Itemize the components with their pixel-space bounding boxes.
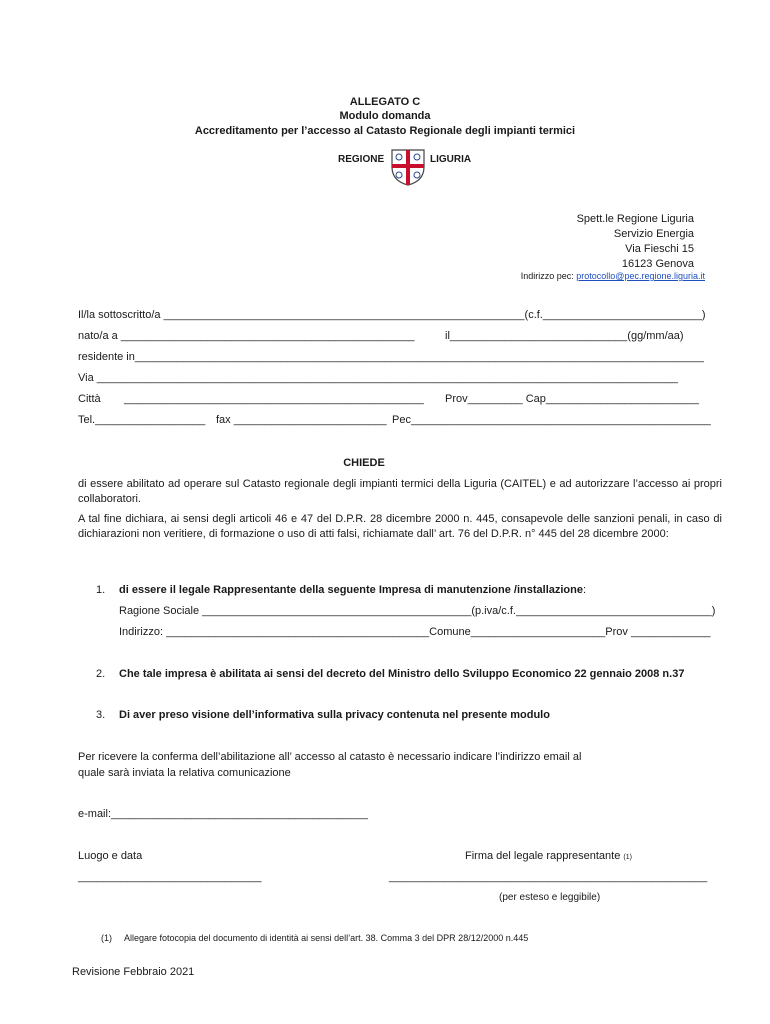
doc-heading: Accreditamento per l’accesso al Catasto Regionale degli impianti termici	[194, 125, 576, 137]
regione-liguria-emblem-icon	[390, 147, 426, 187]
recipient-line: 16123 Genova	[621, 258, 694, 270]
field-residente[interactable]: residente in_____________________________________________________________________________________________	[78, 351, 704, 363]
field-luogo-data[interactable]: ______________________________	[78, 871, 262, 883]
item-number: 2.	[96, 668, 106, 680]
field-indirizzo-impresa[interactable]: Indirizzo: ___________________________________________Comune______________________Prov _____________	[119, 626, 711, 638]
chiede-paragraph-2: A tal fine dichiara, ai sensi degli articoli 46 e 47 del D.P.R. 28 dicembre 2000 n. 445, consapevole delle sanzioni penali, in caso di dichiarazioni non veritiere, di formazione o uso di atti falsi, richiamate dall’ art. 76 del D.P.R. n° 445 del 28 dicembre 2000:	[78, 513, 722, 540]
pec-label: Indirizzo pec:	[520, 271, 574, 281]
field-ragione-sociale[interactable]: Ragione Sociale ____________________________________________(p.iva/c.f.________________________________)	[119, 605, 716, 617]
field-firma[interactable]: ____________________________________________________	[389, 871, 708, 883]
item-number: 3.	[96, 709, 106, 721]
field-via[interactable]: Via _______________________________________________________________________________________________	[78, 372, 678, 384]
firma-note: (per esteso e leggibile)	[499, 892, 601, 903]
firma-label-text: Firma del legale rappresentante	[465, 850, 621, 862]
field-prov-cap[interactable]: Prov_________ Cap_________________________	[445, 393, 699, 405]
footnote-number: (1)	[101, 933, 112, 943]
item-1-statement: di essere il legale Rappresentante della seguente Impresa di manutenzione /installazione	[119, 584, 583, 596]
section-title-chiede: CHIEDE	[343, 457, 385, 469]
label-firma	[465, 850, 632, 862]
field-fax[interactable]: fax _________________________	[216, 414, 387, 426]
chiede-paragraph-1: di essere abilitato ad operare sul Catasto regionale degli impianti termici della Liguria (CAITEL) e ad autorizzare l’accesso ai propri collaboratori.	[78, 478, 722, 505]
item-3-text: Di aver preso visione dell’informativa sulla privacy contenuta nel presente modulo	[119, 709, 550, 721]
field-sottoscritto[interactable]: Il/la sottoscritto/a ___________________________________________________________(c.f.__________________________)	[78, 309, 706, 321]
field-pec[interactable]: Pec_________________________________________________	[392, 414, 711, 426]
label-citta: Città	[78, 393, 101, 405]
item-number: 1.	[96, 584, 106, 596]
field-citta[interactable]: _________________________________________________	[124, 393, 424, 405]
brand-liguria: LIGURIA	[430, 154, 472, 165]
field-email[interactable]: e-mail:__________________________________________	[78, 808, 368, 820]
label-luogo-data: Luogo e data	[78, 850, 143, 862]
recipient-address	[577, 212, 694, 272]
field-data-nascita[interactable]: il_____________________________(gg/mm/aa)	[445, 330, 684, 342]
doc-subtitle: Modulo domanda	[339, 110, 431, 122]
pec-line	[521, 271, 705, 281]
footnote-text: Allegare fotocopia del documento di identità ai sensi dell’art. 38. Comma 3 del DPR 28/12/2000 n.445	[124, 933, 529, 943]
email-note-line-1: Per ricevere la conferma dell’abilitazione all’ accesso al catasto è necessario indicare l’indirizzo email al	[78, 751, 582, 763]
item-1-text	[119, 584, 586, 596]
pec-link[interactable]: protocollo@pec.regione.liguria.it	[576, 271, 705, 281]
field-luogo-nascita[interactable]: nato/a a ________________________________________________	[78, 330, 415, 342]
brand-regione: REGIONE	[338, 154, 385, 165]
email-note-line-2: quale sarà inviata la relativa comunicazione	[78, 767, 291, 779]
revision-label: Revisione Febbraio 2021	[72, 966, 195, 978]
recipient-line: Via Fieschi 15	[625, 243, 694, 255]
recipient-line: Spett.le Regione Liguria	[576, 213, 694, 225]
recipient-line: Servizio Energia	[613, 228, 694, 240]
doc-title-allegato: ALLEGATO C	[349, 96, 421, 108]
field-tel[interactable]: Tel.__________________	[78, 414, 206, 426]
item-2-text: Che tale impresa è abilitata ai sensi del decreto del Ministro dello Sviluppo Economico 22 gennaio 2008 n.37	[119, 668, 685, 680]
item-1-colon: :	[582, 584, 587, 596]
firma-footnote-ref: (1)	[623, 854, 632, 861]
